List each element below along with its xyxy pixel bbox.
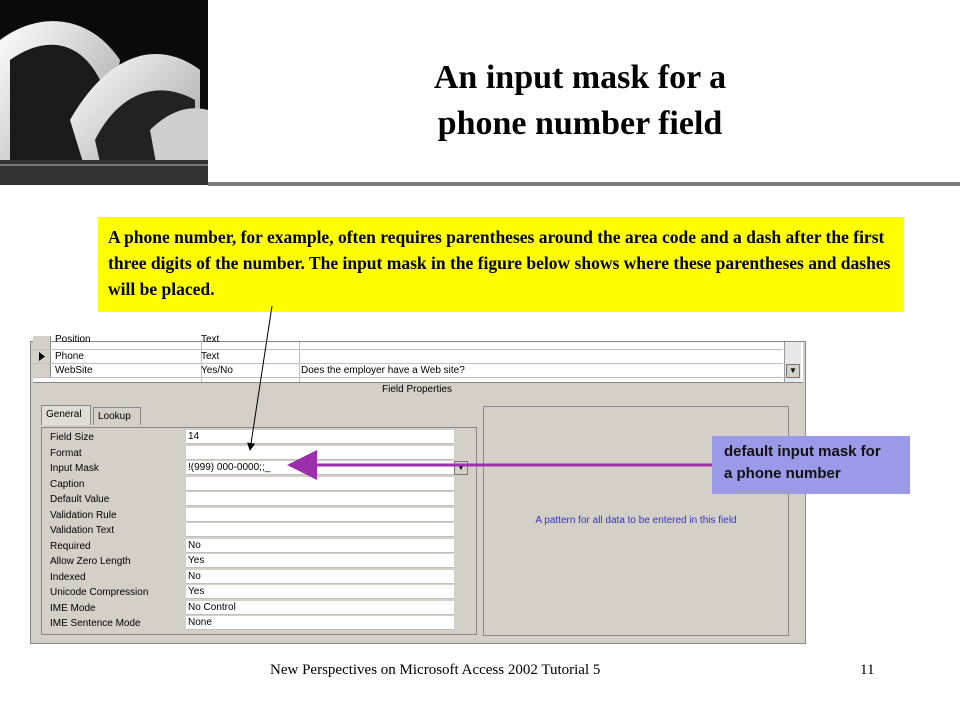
property-label: Format [50, 447, 82, 459]
page-number: 11 [860, 662, 875, 678]
annotation-line-2: a phone number [724, 465, 841, 482]
property-label: Required [50, 540, 91, 552]
property-label: Indexed [50, 571, 86, 583]
grid-data-type: Yes/No [201, 365, 233, 376]
property-value[interactable]: Yes [186, 585, 454, 599]
property-label: IME Mode [50, 602, 96, 614]
property-value[interactable]: No [186, 570, 454, 584]
input-mask-field[interactable]: !(999) 000-0000;;_ [186, 461, 454, 475]
grid-data-type: Text [201, 334, 220, 345]
title-line-1: An input mask for a [433, 59, 727, 96]
input-mask-builder-icon[interactable]: ▼ [454, 461, 468, 475]
grid-data-type: Text [201, 351, 220, 362]
property-label: Field Size [50, 432, 94, 443]
scroll-down-icon[interactable]: ▼ [786, 364, 800, 378]
property-label: Validation Text [50, 525, 115, 536]
property-value[interactable]: Yes [186, 554, 454, 568]
callout-text: A phone number, for example, often requires parentheses around the area code and a dash after the first three digits of the number. The input mask in the figure below shows where these parentheses and dashes will be placed. [98, 217, 904, 312]
property-hint-text: A pattern for all data to be entered in this field [535, 515, 737, 526]
property-value[interactable]: No Control [186, 601, 454, 615]
grid-field-name: Phone [55, 351, 84, 362]
footer-text: New Perspectives on Microsoft Access 2002 Tutorial 5 [270, 662, 601, 678]
property-value[interactable]: 14 [186, 430, 454, 444]
property-label: Validation Rule [50, 509, 117, 521]
grid-description: Does the employer have a Web site? [301, 365, 465, 376]
tab-general[interactable]: General [41, 405, 91, 425]
callout-pointer-line [250, 306, 272, 450]
grid-field-name: WebSite [55, 365, 93, 376]
field-properties-header: Field Properties [381, 384, 453, 395]
property-label: Input Mask [50, 463, 99, 474]
property-label: Unicode Compression [50, 587, 149, 598]
property-value[interactable]: No [186, 539, 454, 553]
property-label: Allow Zero Length [50, 556, 131, 567]
tab-lookup[interactable]: Lookup [93, 407, 141, 425]
property-value[interactable]: None [186, 616, 454, 630]
property-label: Default Value [50, 494, 110, 505]
title-line-2: phone number field [437, 105, 723, 142]
property-label: Caption [50, 478, 85, 490]
annotation-line-1: default input mask for [724, 443, 881, 460]
property-label: IME Sentence Mode [50, 618, 141, 629]
grid-field-name: Position [55, 334, 91, 345]
